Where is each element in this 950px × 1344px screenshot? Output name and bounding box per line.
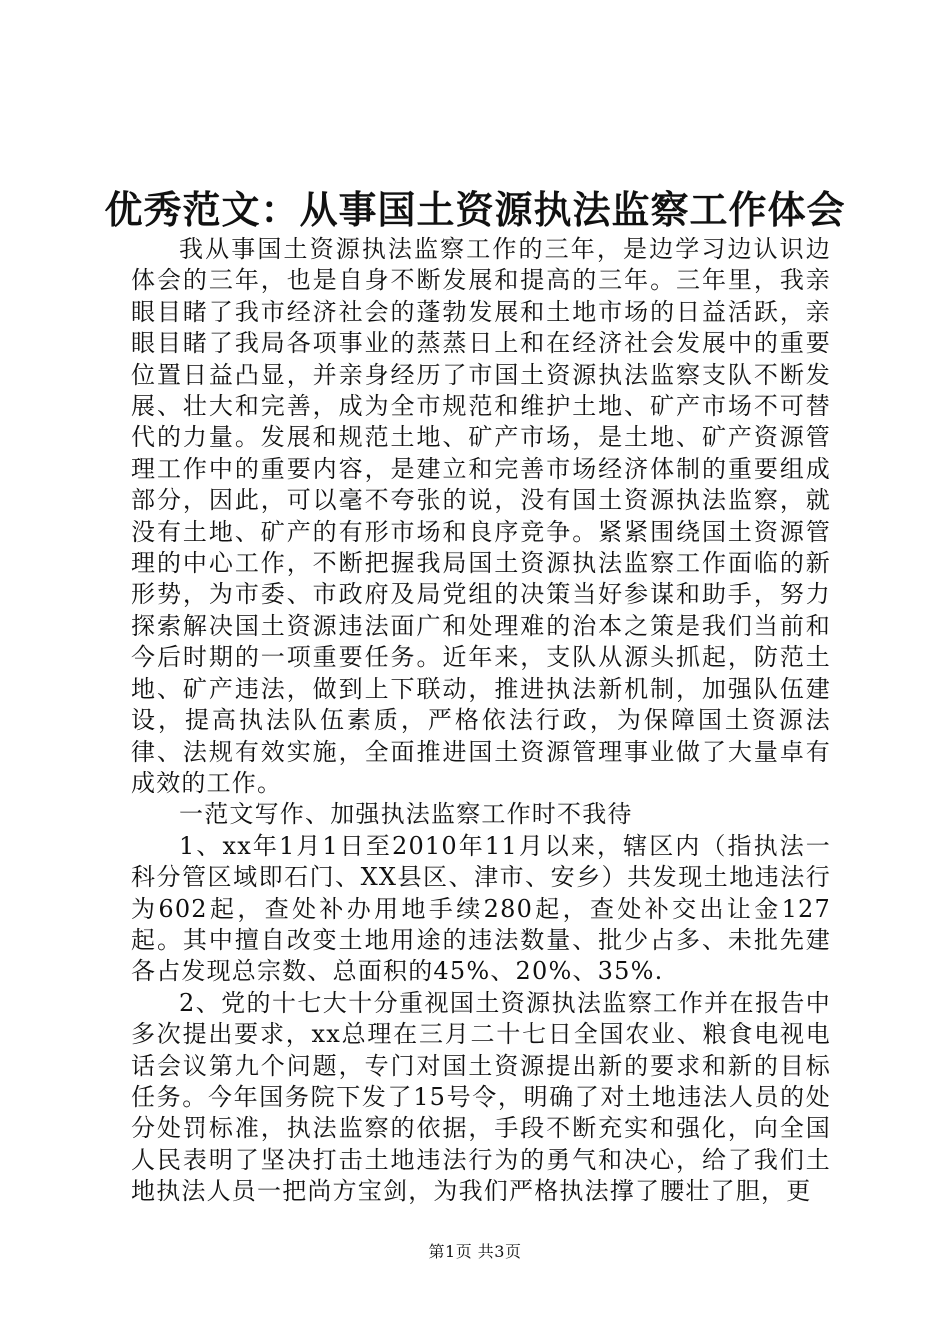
paragraph-item-1: 1、xx年1月1日至2010年11月以来，辖区内（指执法一科分管区域即石门、XX县区、津市、安乡）共发现土地违法行为602起，查处补办用地手续280起，查处补交出让金127起。其中擅自改变土地用途的违法数量、批少占多、未批先建各占发现总宗数、总面积的45%、20%、35%. [131,831,831,986]
paragraph-item-2: 2、党的十七大十分重视国土资源执法监察工作并在报告中多次提出要求，xx总理在三月二十七日全国农业、粮食电视电话会议第九个问题，专门对国土资源提出新的要求和新的目标任务。今年国务院下发了15号令，明确了对土地违法人员的处分处罚标准，执法监察的依据，手段不断充实和强化，向全国人民表明了坚决打击土地违法行为的勇气和决心，给了我们土地执法人员一把尚方宝剑，为我们严格执法撑了腰壮了胆，更 [131,988,831,1206]
document-body [131,234,831,1208]
page-footer: 第1页 共3页 [428,1242,522,1261]
section-heading: 一范文写作、加强执法监察工作时不我待 [179,800,633,829]
paragraph-intro: 我从事国土资源执法监察工作的三年，是边学习边认识边体会的三年，也是自身不断发展和提高的三年。三年里，我亲眼目睹了我市经济社会的蓬勃发展和土地市场的日益活跃，亲眼目睹了我局各项事业的蒸蒸日上和在经济社会发展中的重要位置日益凸显，并亲身经历了市国土资源执法监察支队不断发展、壮大和完善，成为全市规范和维护土地、矿产市场不可替代的力量。发展和规范土地、矿产市场，是土地、矿产资源管理工作中的重要内容，是建立和完善市场经济体制的重要组成部分，因此，可以毫不夸张的说，没有国土资源执法监察，就没有土地、矿产的有形市场和良序竞争。紧紧围绕国土资源管理的中心工作，不断把握我局国土资源执法监察工作面临的新形势，为市委、市政府及局党组的决策当好参谋和助手，努力探索解决国土资源违法面广和处理难的治本之策是我们当前和今后时期的一项重要任务。近年来，支队从源头抓起，防范土地、矿产违法，做到上下联动，推进执法新机制，加强队伍建设，提高执法队伍素质，严格依法行政，为保障国土资源法律、法规有效实施，全面推进国土资源管理事业做了大量卓有成效的工作。 [131,235,831,797]
document-title: 优秀范文：从事国土资源执法监察工作体会 [104,187,846,232]
